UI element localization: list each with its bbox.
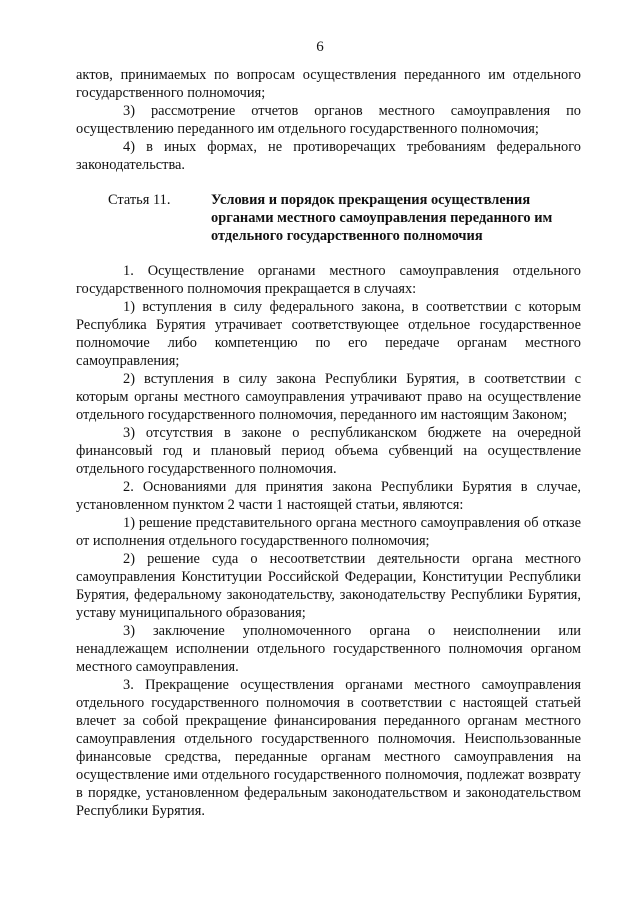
article-title <box>211 191 581 245</box>
document-body <box>76 66 581 820</box>
article-title-line: Условия и порядок прекращения осуществления <box>211 192 531 208</box>
article-title-line: органами местного самоуправления переданного им <box>211 210 553 226</box>
part-3-paragraph: 3. Прекращение осуществления органами местного самоуправления отдельного государственного полномочия в соответствии с настоящей статьей влечет за собой прекращение финансирования переданного органам местного самоуправления отдельного государственного полномочия. Неиспользованные финансовые средства, переданные органам местного самоуправления на осуществление ими отдельного государственного полномочия, подлежат возврату в порядке, установленном федеральным законодательством и законодательством Республики Бурятия. <box>76 677 581 819</box>
part-1-item-1: 1) вступления в силу федерального закона, в соответствии с которым Республика Бурятия утрачивает соответствующее отдельное государственное полномочие либо компетенцию по его передаче органам местного самоуправления; <box>76 299 581 369</box>
intro-paragraph-continuation: актов, принимаемых по вопросам осуществления переданного им отдельного государственного полномочия; <box>76 67 581 101</box>
part-2-item-2: 2) решение суда о несоответствии деятельности органа местного самоуправления Конституции Российской Федерации, Конституции Республики Бурятия, федеральному законодательству, законодательству Республики Бурятия, уставу муниципального образования; <box>76 551 581 621</box>
intro-paragraph-item-3: 3) рассмотрение отчетов органов местного самоуправления по осуществлению переданного им отдельного государственного полномочия; <box>76 103 581 137</box>
intro-paragraph-item-4: 4) в иных формах, не противоречащих требованиям федерального законодательства. <box>76 139 581 173</box>
part-2-paragraph: 2. Основаниями для принятия закона Республики Бурятия в случае, установленном пунктом 2 части 1 настоящей статьи, являются: <box>76 479 581 513</box>
page-number: 6 <box>316 39 324 55</box>
part-2-item-3: 3) заключение уполномоченного органа о неисполнении или ненадлежащем исполнении отдельного государственного полномочия органом местного самоуправления. <box>76 623 581 675</box>
part-2-item-1: 1) решение представительного органа местного самоуправления об отказе от исполнения отдельного государственного полномочия; <box>76 515 581 549</box>
article-heading <box>76 191 581 245</box>
part-1-item-2: 2) вступления в силу закона Республики Бурятия, в соответствии с которым органы местного самоуправления утрачивают право на осуществление отдельного государственного полномочия, переданного им настоящим Законом; <box>76 371 581 423</box>
part-1-item-3: 3) отсутствия в законе о республиканском бюджете на очередной финансовый год и плановый период объема субвенций на осуществление отдельного государственного полномочия. <box>76 425 581 477</box>
part-1-paragraph: 1. Осуществление органами местного самоуправления отдельного государственного полномочия прекращается в случаях: <box>76 263 581 297</box>
article-title-line: отдельного государственного полномочия <box>211 228 483 244</box>
article-number: Статья 11. <box>108 192 171 208</box>
